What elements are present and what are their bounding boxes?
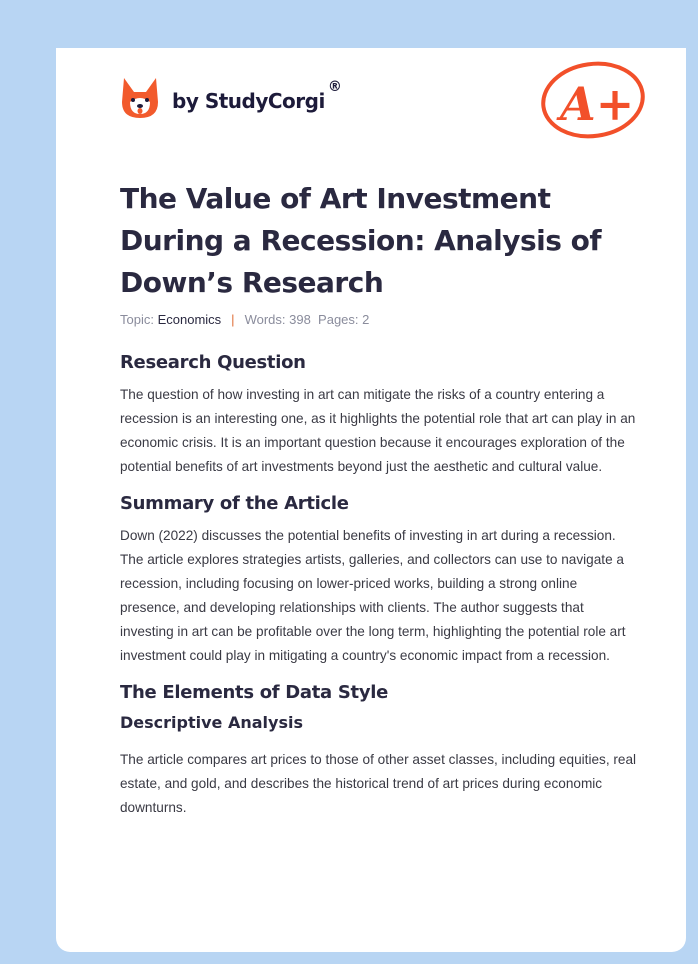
- a-plus-grade-icon: [538, 58, 648, 142]
- corgi-icon: [120, 76, 160, 120]
- section-heading: Summary of the Article: [120, 493, 349, 514]
- article-meta: Topic: Economics | Words: 398 Pages: 2: [120, 312, 370, 327]
- section-heading: The Elements of Data Style: [120, 682, 389, 703]
- studycorgi-logo[interactable]: [120, 76, 341, 120]
- document-card: [56, 48, 686, 952]
- section-text: Down (2022) discusses the potential benefits of investing in art during a recession. The article explores strategies artists, galleries, and collectors can use to navigate a recession, including focusing on lower-priced works, building a strong online presence, and developing relationships with clients. The author suggests that investing in art can be profitable over the long term, highlighting the potential role art investment could play in mitigating a country's economic impact from a recession.: [120, 528, 626, 663]
- section-text: The question of how investing in art can mitigate the risks of a country entering a recession is an interesting one, as it highlights the potential role that art can play in an economic crisis. It is an important question because it encourages exploration of the potential benefits of art investments beyond just the aesthetic and cultural value.: [120, 387, 636, 474]
- topic-link[interactable]: Economics: [157, 312, 222, 327]
- svg-text:A+: A+: [560, 77, 635, 131]
- page-title: The Value of Art Investment During a Recession: Analysis of Down’s Research: [120, 182, 602, 299]
- article-body: [120, 352, 640, 834]
- section-text: The article compares art prices to those of other asset classes, including equities, real estate, and gold, and describes the historical trend of art prices during economic downturns.: [120, 752, 637, 815]
- subsection-heading: Descriptive Analysis: [120, 713, 303, 732]
- brand-name: by StudyCorgi®: [172, 79, 342, 113]
- section-heading: Research Question: [120, 352, 306, 373]
